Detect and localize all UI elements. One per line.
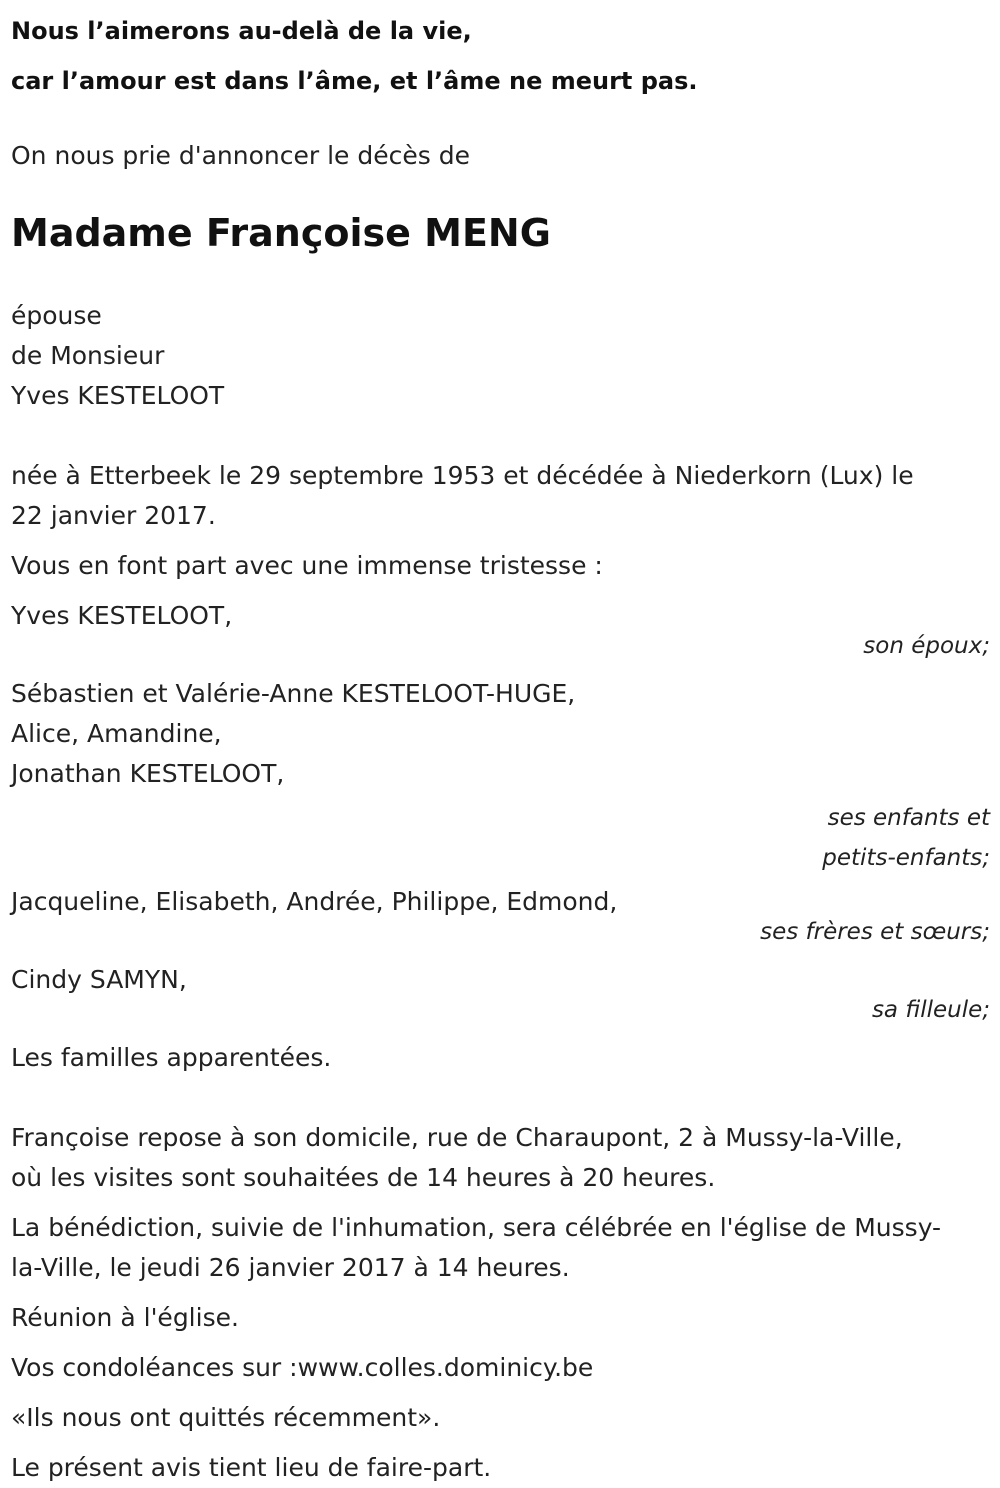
ceremony-info (11, 1208, 990, 1288)
repose-info (11, 1118, 990, 1198)
deceased-name: Madame Françoise MENG (11, 211, 551, 255)
family-siblings: Jacqueline, Elisabeth, Andrée, Philippe, Edmond, (11, 887, 618, 916)
ceremony-line-2: la-Ville, le jeudi 26 janvier 2017 à 14 heures. (11, 1253, 570, 1282)
family-children-relation-line-2: petits-enfants; (822, 845, 990, 871)
birth-death-info (11, 456, 990, 536)
quote-line-2: car l’amour est dans l’âme, et l’âme ne meurt pas. (11, 67, 698, 95)
family-list (11, 596, 990, 1078)
epitaph-quote (11, 6, 990, 106)
family-children-line-3: Jonathan KESTELOOT, (11, 759, 285, 788)
family-children-line-2: Alice, Amandine, (11, 719, 222, 748)
family-siblings-relation: ses frères et sœurs; (760, 919, 990, 945)
ceremony-line-1: La bénédiction, suivie de l'inhumation, sera célébrée en l'église de Mussy- (11, 1213, 942, 1242)
repose-line-1: Françoise repose à son domicile, rue de Charaupont, 2 à Mussy-la-Ville, (11, 1123, 903, 1152)
family-goddaughter-relation: sa filleule; (871, 997, 990, 1023)
spouse-line-2: de Monsieur (11, 341, 165, 370)
family-relatives: Les familles apparentées. (11, 1043, 332, 1072)
quote-line-1: Nous l’aimerons au-delà de la vie, (11, 17, 472, 45)
family-children-relation (11, 798, 990, 878)
family-goddaughter: Cindy SAMYN, (11, 965, 187, 994)
family-spouse-relation: son époux; (863, 633, 990, 659)
announcement-intro: On nous prie d'annoncer le décès de (11, 141, 470, 170)
birth-death-line-2: 22 janvier 2017. (11, 501, 216, 530)
recent-notice: «Ils nous ont quittés récemment». (11, 1403, 441, 1432)
faire-part-notice: Le présent avis tient lieu de faire-part. (11, 1453, 492, 1482)
announcement-statement: Vous en font part avec une immense tristesse : (11, 551, 603, 580)
spouse-line-1: épouse (11, 301, 102, 330)
repose-line-2: où les visites sont souhaitées de 14 heures à 20 heures. (11, 1163, 716, 1192)
family-spouse-name: Yves KESTELOOT, (11, 601, 233, 630)
family-children-line-1: Sébastien et Valérie-Anne KESTELOOT-HUGE, (11, 679, 576, 708)
meeting-info: Réunion à l'église. (11, 1303, 239, 1332)
spouse-block (11, 296, 990, 416)
family-children-relation-line-1: ses enfants et (827, 805, 990, 831)
birth-death-line-1: née à Etterbeek le 29 septembre 1953 et décédée à Niederkorn (Lux) le (11, 461, 914, 490)
spouse-line-3: Yves KESTELOOT (11, 381, 225, 410)
condolences-info: Vos condoléances sur :www.colles.dominicy.be (11, 1353, 594, 1382)
